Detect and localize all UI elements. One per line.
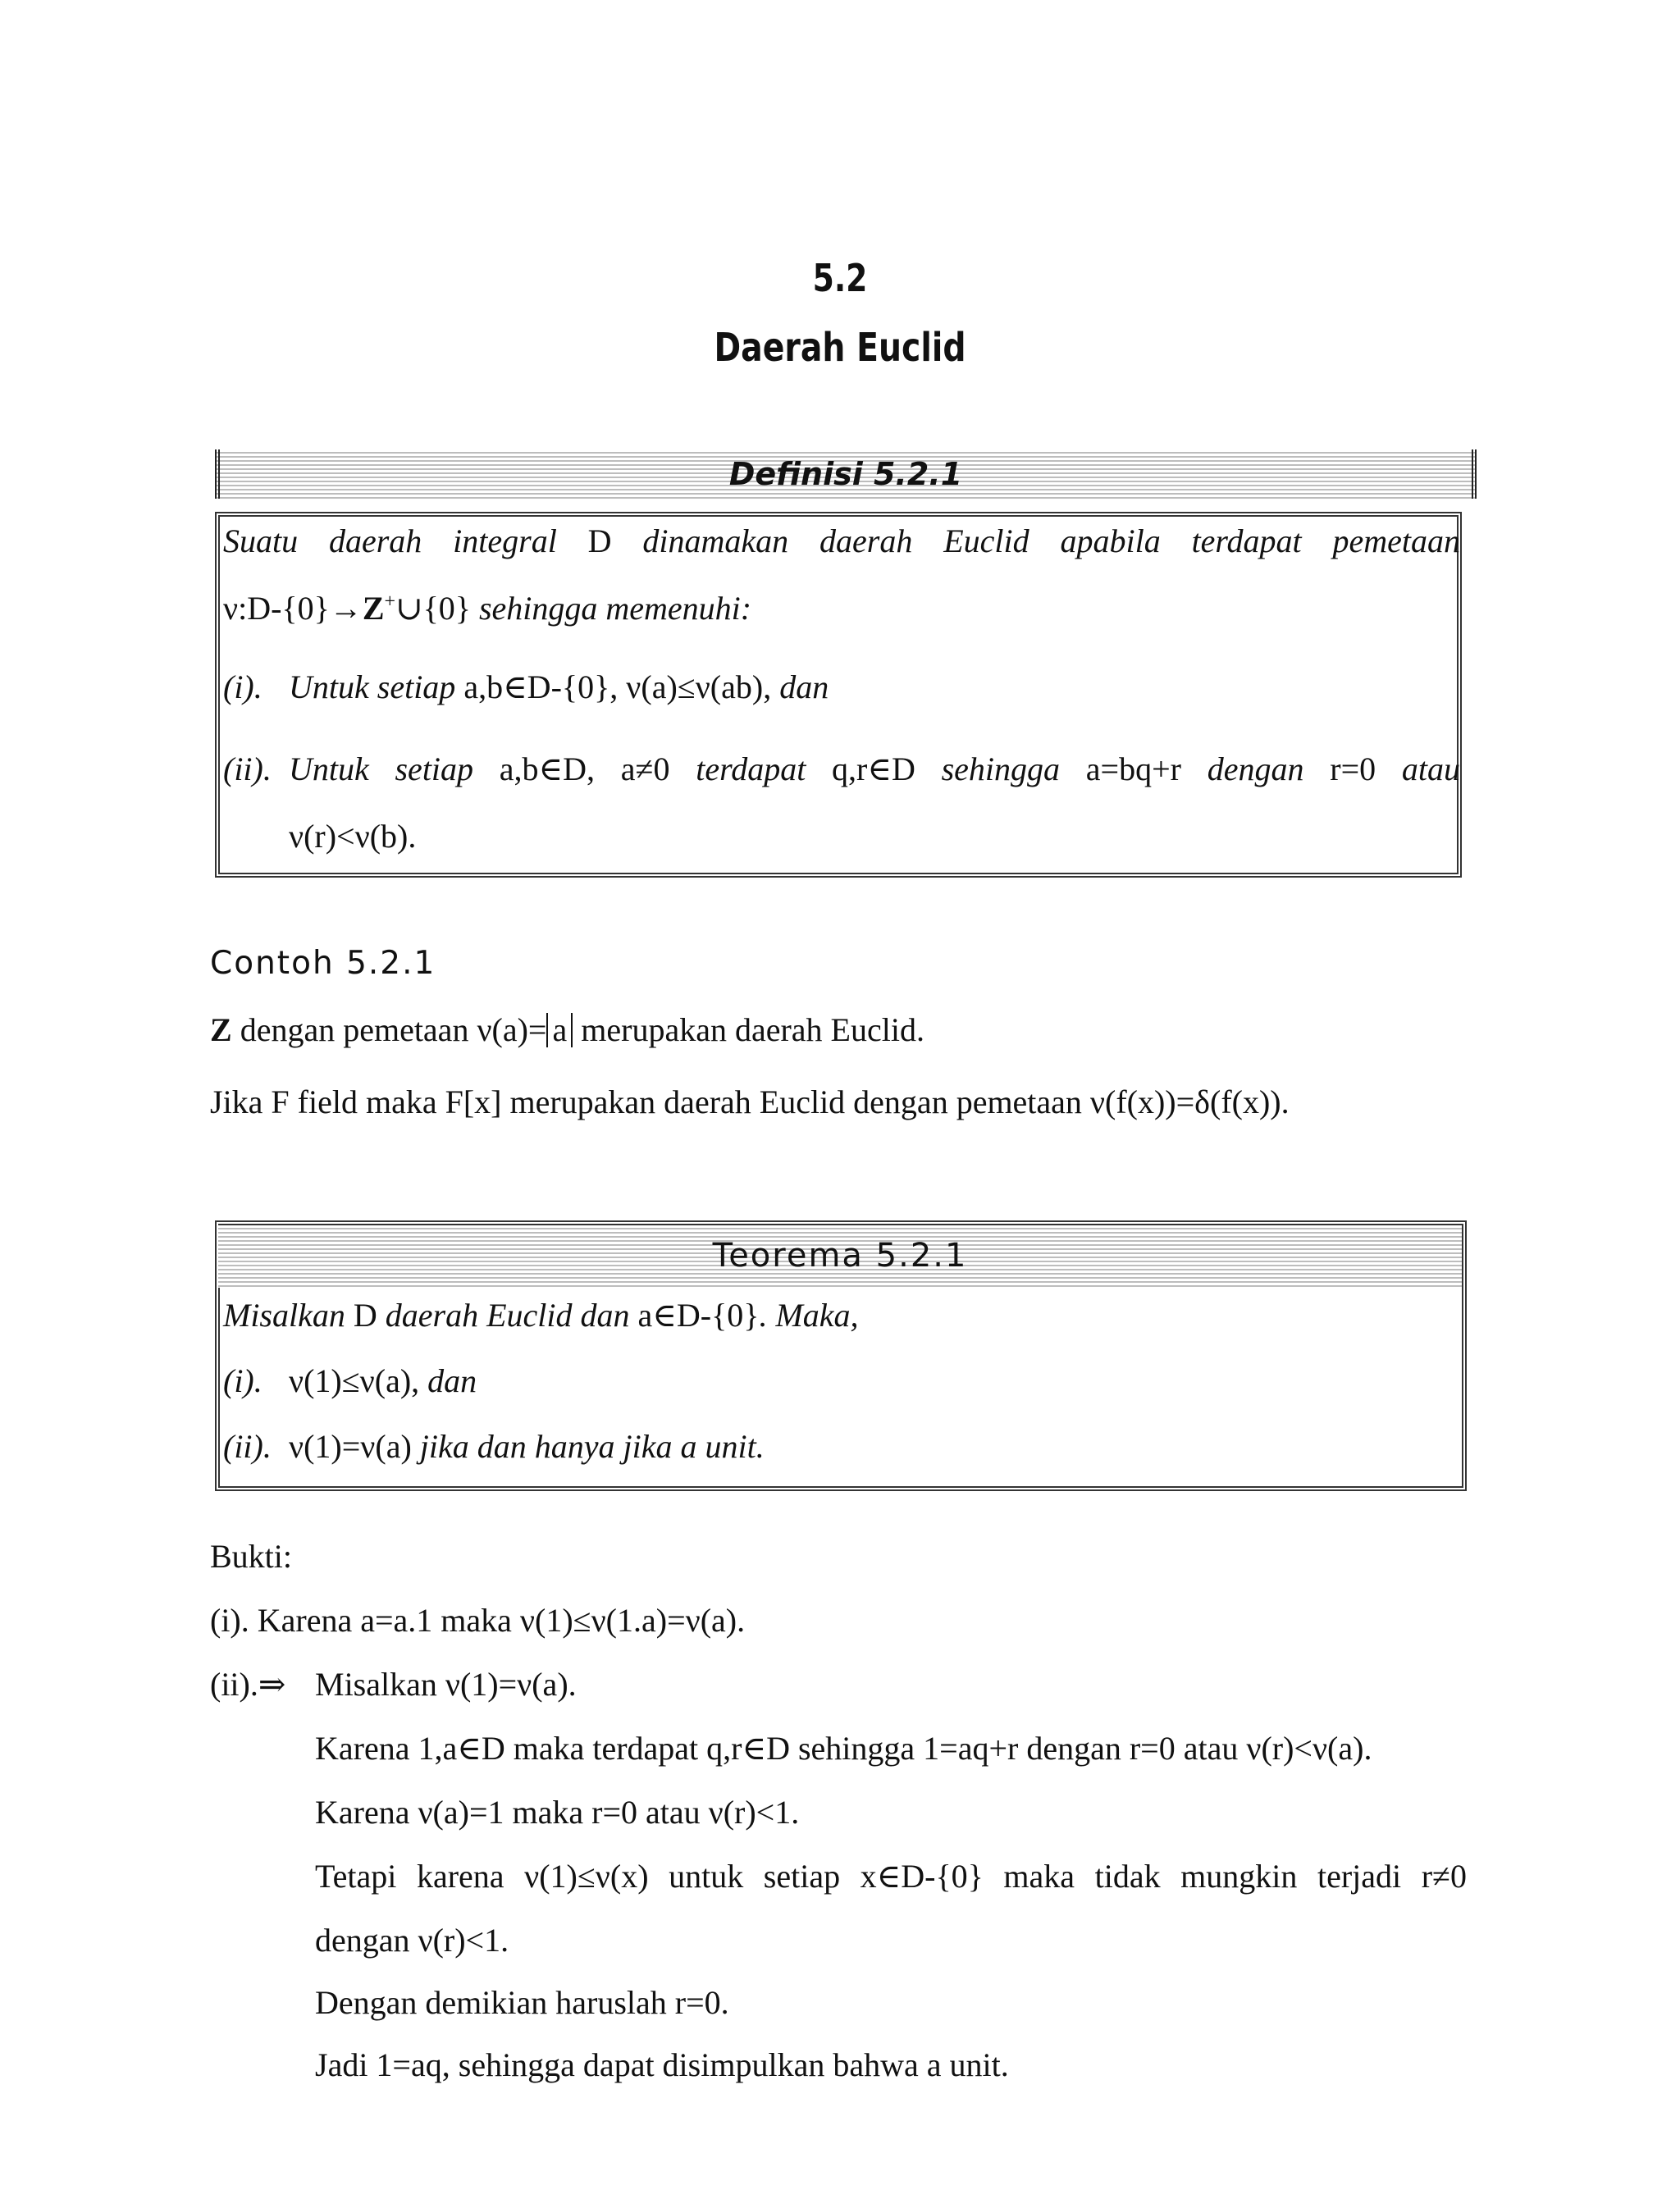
example-heading: Contoh 5.2.1 bbox=[210, 945, 436, 982]
definition-text: sehingga bbox=[915, 750, 1086, 787]
section-number: 5.2 bbox=[812, 256, 868, 300]
definition-line-1 bbox=[223, 522, 1460, 560]
definition-text: dan bbox=[771, 668, 829, 705]
proof-line-3: Karena 1,a∈D maka terdapat q,r∈D sehingga 1=aq+r dengan r=0 atau ν(r)<ν(a). bbox=[315, 1730, 1372, 1767]
definition-header bbox=[215, 449, 1477, 499]
definition-title: Definisi 5.2.1 bbox=[728, 456, 963, 492]
proof-heading: Bukti: bbox=[210, 1538, 293, 1575]
definition-math: ν:D-{0}→ bbox=[223, 590, 363, 627]
example-line-2: Jika F field maka F[x] merupakan daerah Euclid dengan pemetaan ν(f(x))=δ(f(x)). bbox=[210, 1083, 1290, 1120]
definition-text: dinamakan daerah Euclid apabila terdapat pemetaan bbox=[611, 522, 1460, 559]
proof-line-2-label: (ii).⇒ bbox=[210, 1666, 286, 1703]
definition-text: dengan bbox=[1181, 750, 1331, 787]
proof-line-1: (i). Karena a=a.1 maka ν(1)≤ν(1.a)=ν(a). bbox=[210, 1602, 746, 1639]
proof-line-5: Tetapi karena ν(1)≤ν(x) untuk setiap x∈D-{0} maka tidak mungkin terjadi r≠0 bbox=[315, 1858, 1467, 1895]
definition-text: terdapat bbox=[669, 750, 833, 787]
definition-text: Untuk setiap bbox=[289, 750, 500, 787]
theorem-math: a∈D-{0} bbox=[637, 1297, 760, 1334]
proof-line-4: Karena ν(a)=1 maka r=0 atau ν(r)<1. bbox=[315, 1794, 800, 1831]
definition-math: a,b∈D, a≠0 bbox=[499, 750, 670, 787]
theorem-item-ii-label: (ii). bbox=[223, 1428, 272, 1465]
definition-math: q,r∈D bbox=[832, 750, 915, 787]
definition-text: atau bbox=[1376, 750, 1460, 787]
theorem-header bbox=[218, 1225, 1462, 1288]
integers-symbol: Z bbox=[210, 1011, 232, 1048]
definition-math: a=bq+r bbox=[1085, 750, 1181, 787]
proof-line-7: Dengan demikian haruslah r=0. bbox=[315, 1984, 729, 2021]
theorem-math: D bbox=[353, 1297, 377, 1334]
definition-item-i-label: (i). bbox=[223, 668, 262, 705]
definition-line-2 bbox=[223, 589, 751, 627]
definition-math: a,b∈D-{0}, ν(a)≤ν(ab), bbox=[463, 668, 772, 705]
theorem-math: ν(1)=ν(a) bbox=[289, 1428, 412, 1465]
integers-symbol: Z bbox=[362, 590, 385, 627]
theorem-item-ii bbox=[289, 1427, 765, 1466]
definition-math: D bbox=[587, 522, 612, 559]
proof-line-2: Misalkan ν(1)=ν(a). bbox=[315, 1666, 577, 1703]
definition-item-ii bbox=[289, 750, 1460, 788]
theorem-line-1 bbox=[223, 1296, 859, 1334]
definition-item-i bbox=[289, 668, 829, 706]
example-text: dengan pemetaan ν(a)= bbox=[231, 1011, 547, 1048]
section-title: Daerah Euclid bbox=[714, 325, 966, 371]
proof-line-6: dengan ν(r)<1. bbox=[315, 1922, 509, 1959]
absolute-value: a bbox=[546, 1013, 573, 1047]
theorem-math: ν(1)≤ν(a), bbox=[289, 1362, 420, 1399]
definition-item-ii-continued: ν(r)<ν(b). bbox=[289, 818, 417, 855]
definition-math: r=0 bbox=[1330, 750, 1376, 787]
example-text: merupakan daerah Euclid. bbox=[573, 1011, 924, 1048]
theorem-item-i bbox=[289, 1362, 477, 1400]
theorem-text: dan bbox=[419, 1362, 477, 1399]
theorem-item-i-label: (i). bbox=[223, 1362, 262, 1399]
theorem-text: jika dan hanya jika a unit. bbox=[411, 1428, 765, 1465]
theorem-title: Teorema 5.2.1 bbox=[712, 1237, 968, 1275]
definition-text: Suatu daerah integral bbox=[223, 522, 588, 559]
definition-text: Untuk setiap bbox=[289, 668, 464, 705]
example-line-1 bbox=[210, 1010, 924, 1049]
theorem-text: Misalkan bbox=[223, 1297, 354, 1334]
definition-item-ii-label: (ii). bbox=[223, 750, 272, 787]
superscript-plus: + bbox=[384, 591, 396, 613]
theorem-text: . Maka, bbox=[759, 1297, 859, 1334]
proof-line-8: Jadi 1=aq, sehingga dapat disimpulkan bahwa a unit. bbox=[315, 2046, 1009, 2083]
theorem-text: daerah Euclid dan bbox=[377, 1297, 638, 1334]
definition-text: sehingga memenuhi: bbox=[470, 590, 752, 627]
definition-math: ∪{0} bbox=[395, 590, 471, 627]
